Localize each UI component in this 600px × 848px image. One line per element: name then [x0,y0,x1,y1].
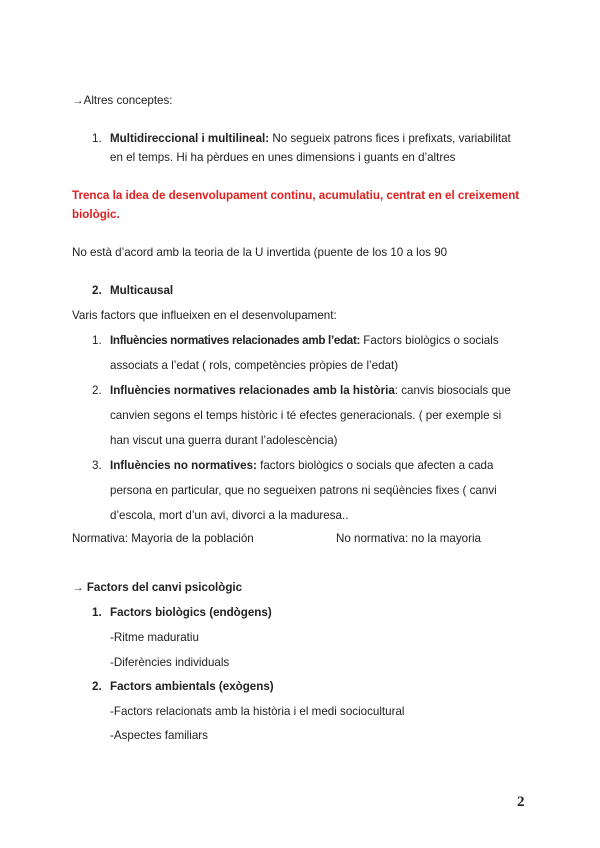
multicausal-intro: Varis factors que influeixen en el desenvolupament: [72,309,337,322]
list-item-continuation: d’escola, mort d’un avi, divorci a la maduresa.. [110,509,349,522]
section-number: 1. [92,606,102,619]
list-item-continuation: canvien segons el temps històric i té efectes generacionals. ( per exemple si [110,409,502,422]
red-note-line: Trenca la idea de desenvolupament continu, acumulatiu, centrat en el creixement [72,189,520,202]
altres-heading: →Altres conceptes: [72,94,173,107]
arrow-icon: → [72,94,84,107]
normativa-note: Normativa: Mayoria de la población [72,532,254,545]
factors-amb-title: Factors ambientals (exògens) [110,680,274,693]
section-number: 2. [92,680,102,693]
page-number: 2 [517,794,525,810]
list-item: -Factors relacionats amb la història i el medi sociocultural [110,705,405,718]
note-u-invertida: No està d’acord amb la teoria de la U invertida (puente de los 10 a los 90 [72,246,448,259]
red-note-line: biològic. [72,208,120,221]
list-number: 1. [92,334,102,347]
factors-heading: → Factors del canvi psicològic [72,581,243,594]
factors-bio-title: Factors biològics (endògens) [110,606,272,619]
no-normativa-note: No normativa: no la mayoria [336,532,481,545]
list-item-continuation: persona en particular, que no segueixen patrons ni seqüències fixes ( canvi [110,484,497,497]
list-number: 2. [92,384,102,397]
list-item-multidireccional: Multidireccional i multilineal: No segueix patrons fices i prefixats, variabilitat [110,132,511,145]
list-number: 3. [92,459,102,472]
list-item-continuation: han viscut una guerra durant l’adolescència) [110,434,338,447]
list-item-historia: Influències normatives relacionades amb la història: canvis biosocials que [110,384,511,397]
list-number: 1. [92,132,102,145]
section-number: 2. [92,284,102,297]
section-title-multicausal: Multicausal [110,284,174,297]
list-item-continuation: en el temps. Hi ha pèrdues en unes dimensions i guants en d’altres [110,151,456,164]
list-item-continuation: associats a l’edat ( rols, competències pròpies de l’edat) [110,359,399,372]
list-item: -Aspectes familiars [110,729,208,742]
list-item-edat: Influències normatives relacionades amb l’edat: Factors biològics o socials [110,334,499,347]
list-item-no-normatives: Influències no normatives: factors biològics o socials que afecten a cada [110,459,494,472]
arrow-icon: → [72,581,84,594]
list-item: -Ritme maduratiu [110,631,199,644]
list-item: -Diferències individuals [110,656,230,669]
